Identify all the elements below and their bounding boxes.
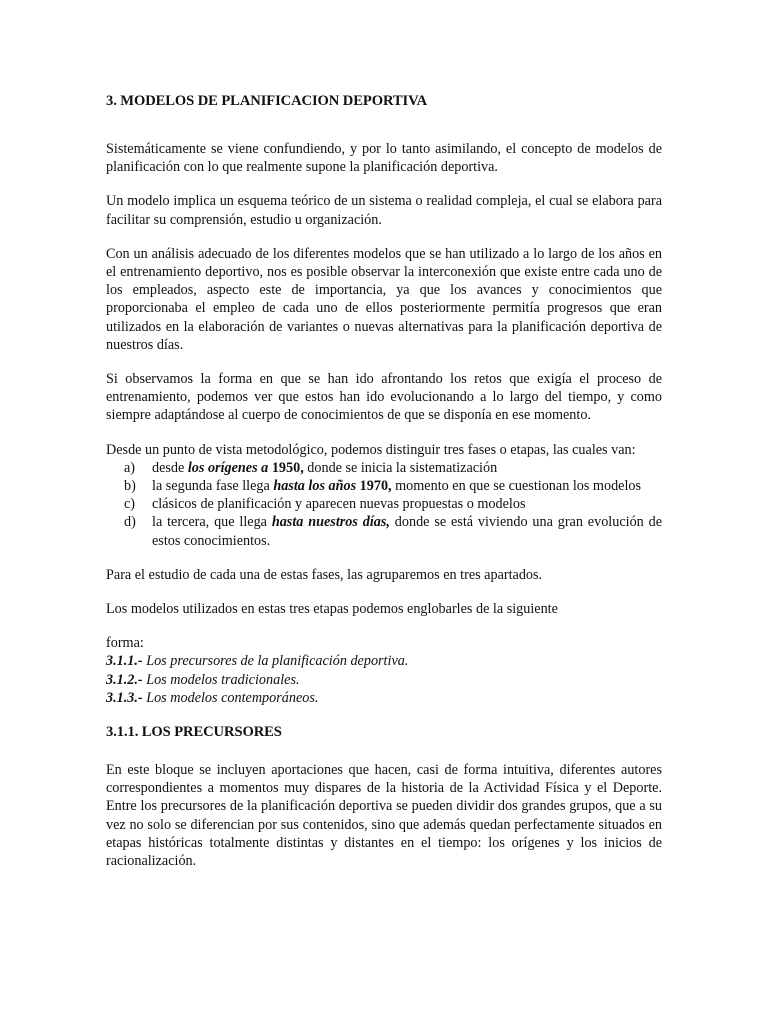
subsection-title: Los modelos tradicionales. [142,671,300,688]
phase-text: clásicos de planificación y aparecen nuevas propuestas o modelos [152,496,526,513]
phase-emphasis: los orígenes a [187,459,269,476]
list-marker: d) [124,514,136,531]
phases-intro: Desde un punto de vista metodológico, podemos distinguir tres fases o etapas, las cuales van: [106,441,636,458]
list-marker: a) [124,459,136,476]
phase-year: 1970, [356,478,392,495]
list-item [124,495,662,513]
phase-text-post: donde se inicia la sistematización [303,459,498,476]
section-heading: 3.1.1. LOS PRECURSORES [106,724,282,741]
subsection-item [106,671,662,689]
page-title: 3. MODELOS DE PLANIFICACION DEPORTIVA [106,93,428,109]
list-item [124,459,662,477]
subsection-title: Los precursores de la planificación deportiva. [142,653,409,670]
subsection-item [106,652,662,670]
list-marker: c) [124,496,136,513]
subsection-title: Los modelos contemporáneos. [142,689,319,706]
paragraph-models: Los modelos utilizados en estas tres etapas podemos englobarles de la siguiente [106,601,558,618]
paragraph-evolution: Si observamos la forma en que se han ido afrontando los retos que exigía el proceso de entrenamiento, podemos ver que estos han ido evolucionando a lo largo del tiempo, y como siempre adaptándose al cuerpo de conocimientos de que se disponía en ese momento. [106,371,662,424]
list-item [124,477,662,495]
phases-list [106,459,662,550]
paragraph-model-definition: Un modelo implica un esquema teórico de un sistema o realidad compleja, el cual se elabora para facilitar su comprensión, estudio u organización. [106,193,662,228]
subsection-number: 3.1.3.- [106,689,143,706]
phase-text-post: donde se está viviendo una gran evolución de estos conocimientos. [152,514,662,549]
list-item [124,513,662,549]
subsection-number: 3.1.2.- [106,671,143,688]
phase-text-pre: la segunda fase llega [152,478,274,495]
subsection-item [106,689,662,707]
paragraph-analysis: Con un análisis adecuado de los diferentes modelos que se han utilizado a lo largo de los años en el entrenamiento deportivo, nos es posible observar la interconexión que existe entre cada uno de los empleados, aspecto este de importancia, ya que los avances y conocimientos que proporcionaba el empleo de cada uno de ellos posteriormente permitía progresos que eran utilizados en la elaboración de variantes o nuevas alternativas para la planificación deportiva de nuestros días. [106,245,662,353]
paragraph-intro: Sistemáticamente se viene confundiendo, y por lo tanto asimilando, el concepto de modelos de planificación con lo que realmente supone la planificación deportiva. [106,141,662,176]
document-page [106,92,662,886]
subsection-list [106,634,662,707]
phase-text-pre: desde [152,459,188,476]
paragraph-grouping: Para el estudio de cada una de estas fases, las agruparemos en tres apartados. [106,566,543,583]
phase-emphasis: hasta nuestros días, [271,514,390,531]
phase-year: 1950, [268,459,304,476]
forma-label: forma: [106,635,144,652]
phase-text-pre: la tercera, que llega [152,514,272,531]
paragraph-precursores: En este bloque se incluyen aportaciones que hacen, casi de forma intuitiva, diferentes autores correspondientes a momentos muy dispares de la historia de la Actividad Física y el Deporte. Entre los precursores de la planificación deportiva se pueden dividir dos grandes grupos, que a su vez no solo se diferencian por sus contenidos, sino que además quedan perfectamente situados en etapas históricas totalmente distintas y distantes en el tiempo: los orígenes y los inicios de racionalización. [106,762,662,870]
phase-emphasis: hasta los años [273,478,357,495]
subsection-number: 3.1.1.- [106,653,143,670]
phase-text-post: momento en que se cuestionan los modelos [391,478,642,495]
list-marker: b) [124,478,136,495]
